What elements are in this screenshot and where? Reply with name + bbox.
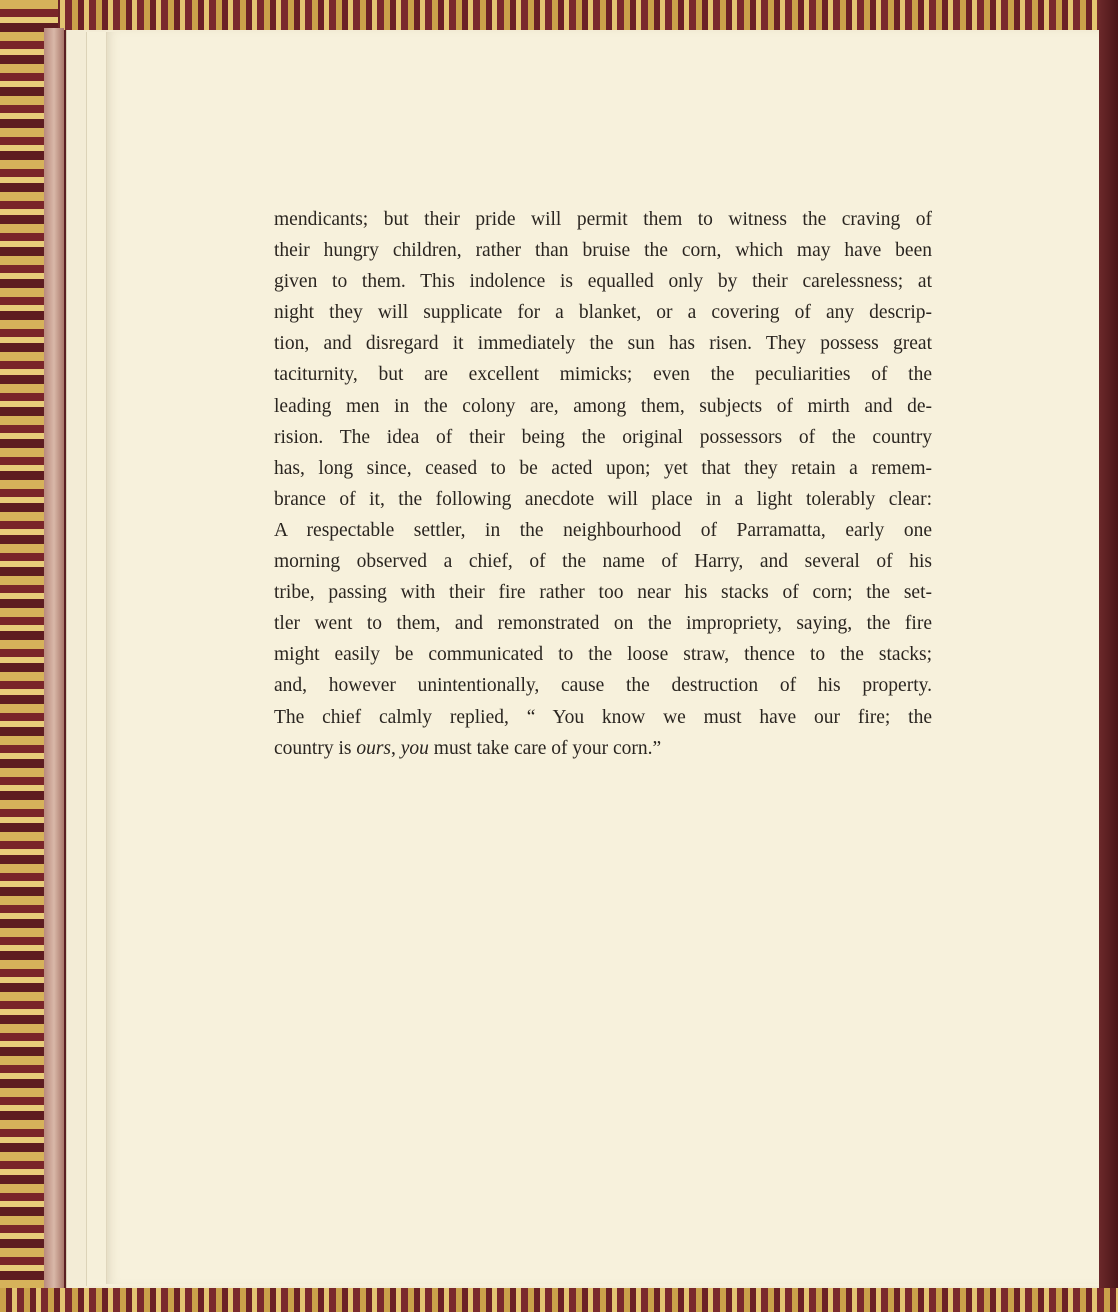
- text-segment: ,: [391, 737, 401, 759]
- text-segment: country is: [274, 737, 357, 759]
- text-line: brance of it, the following anecdote will place in a light tolerably clear:: [274, 488, 932, 510]
- text-line: tion, and disregard it immediately the sun has risen. They possess great: [274, 333, 932, 355]
- italic-word-you: you: [400, 737, 429, 759]
- gilt-border-bottom: [0, 1288, 1118, 1312]
- binding-edge-right: [1098, 0, 1118, 1312]
- text-line: given to them. This indolence is equalled only by their carelessness; at: [274, 271, 932, 293]
- text-line: The chief calmly replied, “ You know we must have our fire; the: [274, 706, 932, 728]
- text-line: tribe, passing with their fire rather too near his stacks of corn; the set-: [274, 582, 932, 604]
- page-body-text: [274, 204, 932, 764]
- text-line: mendicants; but their pride will permit them to witness the craving of: [274, 209, 932, 230]
- text-line: might easily be communicated to the loose straw, thence to the stacks;: [274, 644, 932, 666]
- text-line: morning observed a chief, of the name of Harry, and several of his: [274, 551, 932, 573]
- text-line-last: [274, 733, 932, 764]
- text-line: their hungry children, rather than bruise the corn, which may have been: [274, 240, 932, 262]
- text-line: and, however unintentionally, cause the destruction of his property.: [274, 675, 932, 697]
- text-line: A respectable settler, in the neighbourhood of Parramatta, early one: [274, 519, 932, 541]
- text-line: night they will supplicate for a blanket, or a covering of any descrip-: [274, 302, 932, 324]
- marbled-endpaper-edge: [44, 28, 64, 1290]
- text-line: rision. The idea of their being the original possessors of the country: [274, 426, 932, 448]
- gilt-border-top: [0, 0, 1118, 30]
- text-line: has, long since, ceased to be acted upon; yet that they retain a remem-: [274, 457, 932, 479]
- text-line: taciturnity, but are excellent mimicks; even the peculiarities of the: [274, 364, 932, 386]
- text-line: tler went to them, and remonstrated on the impropriety, saying, the fire: [274, 613, 932, 635]
- text-line: leading men in the colony are, among them, subjects of mirth and de-: [274, 395, 932, 417]
- italic-word-ours: ours: [356, 737, 392, 759]
- text-segment: must take care of your corn.”: [428, 737, 662, 759]
